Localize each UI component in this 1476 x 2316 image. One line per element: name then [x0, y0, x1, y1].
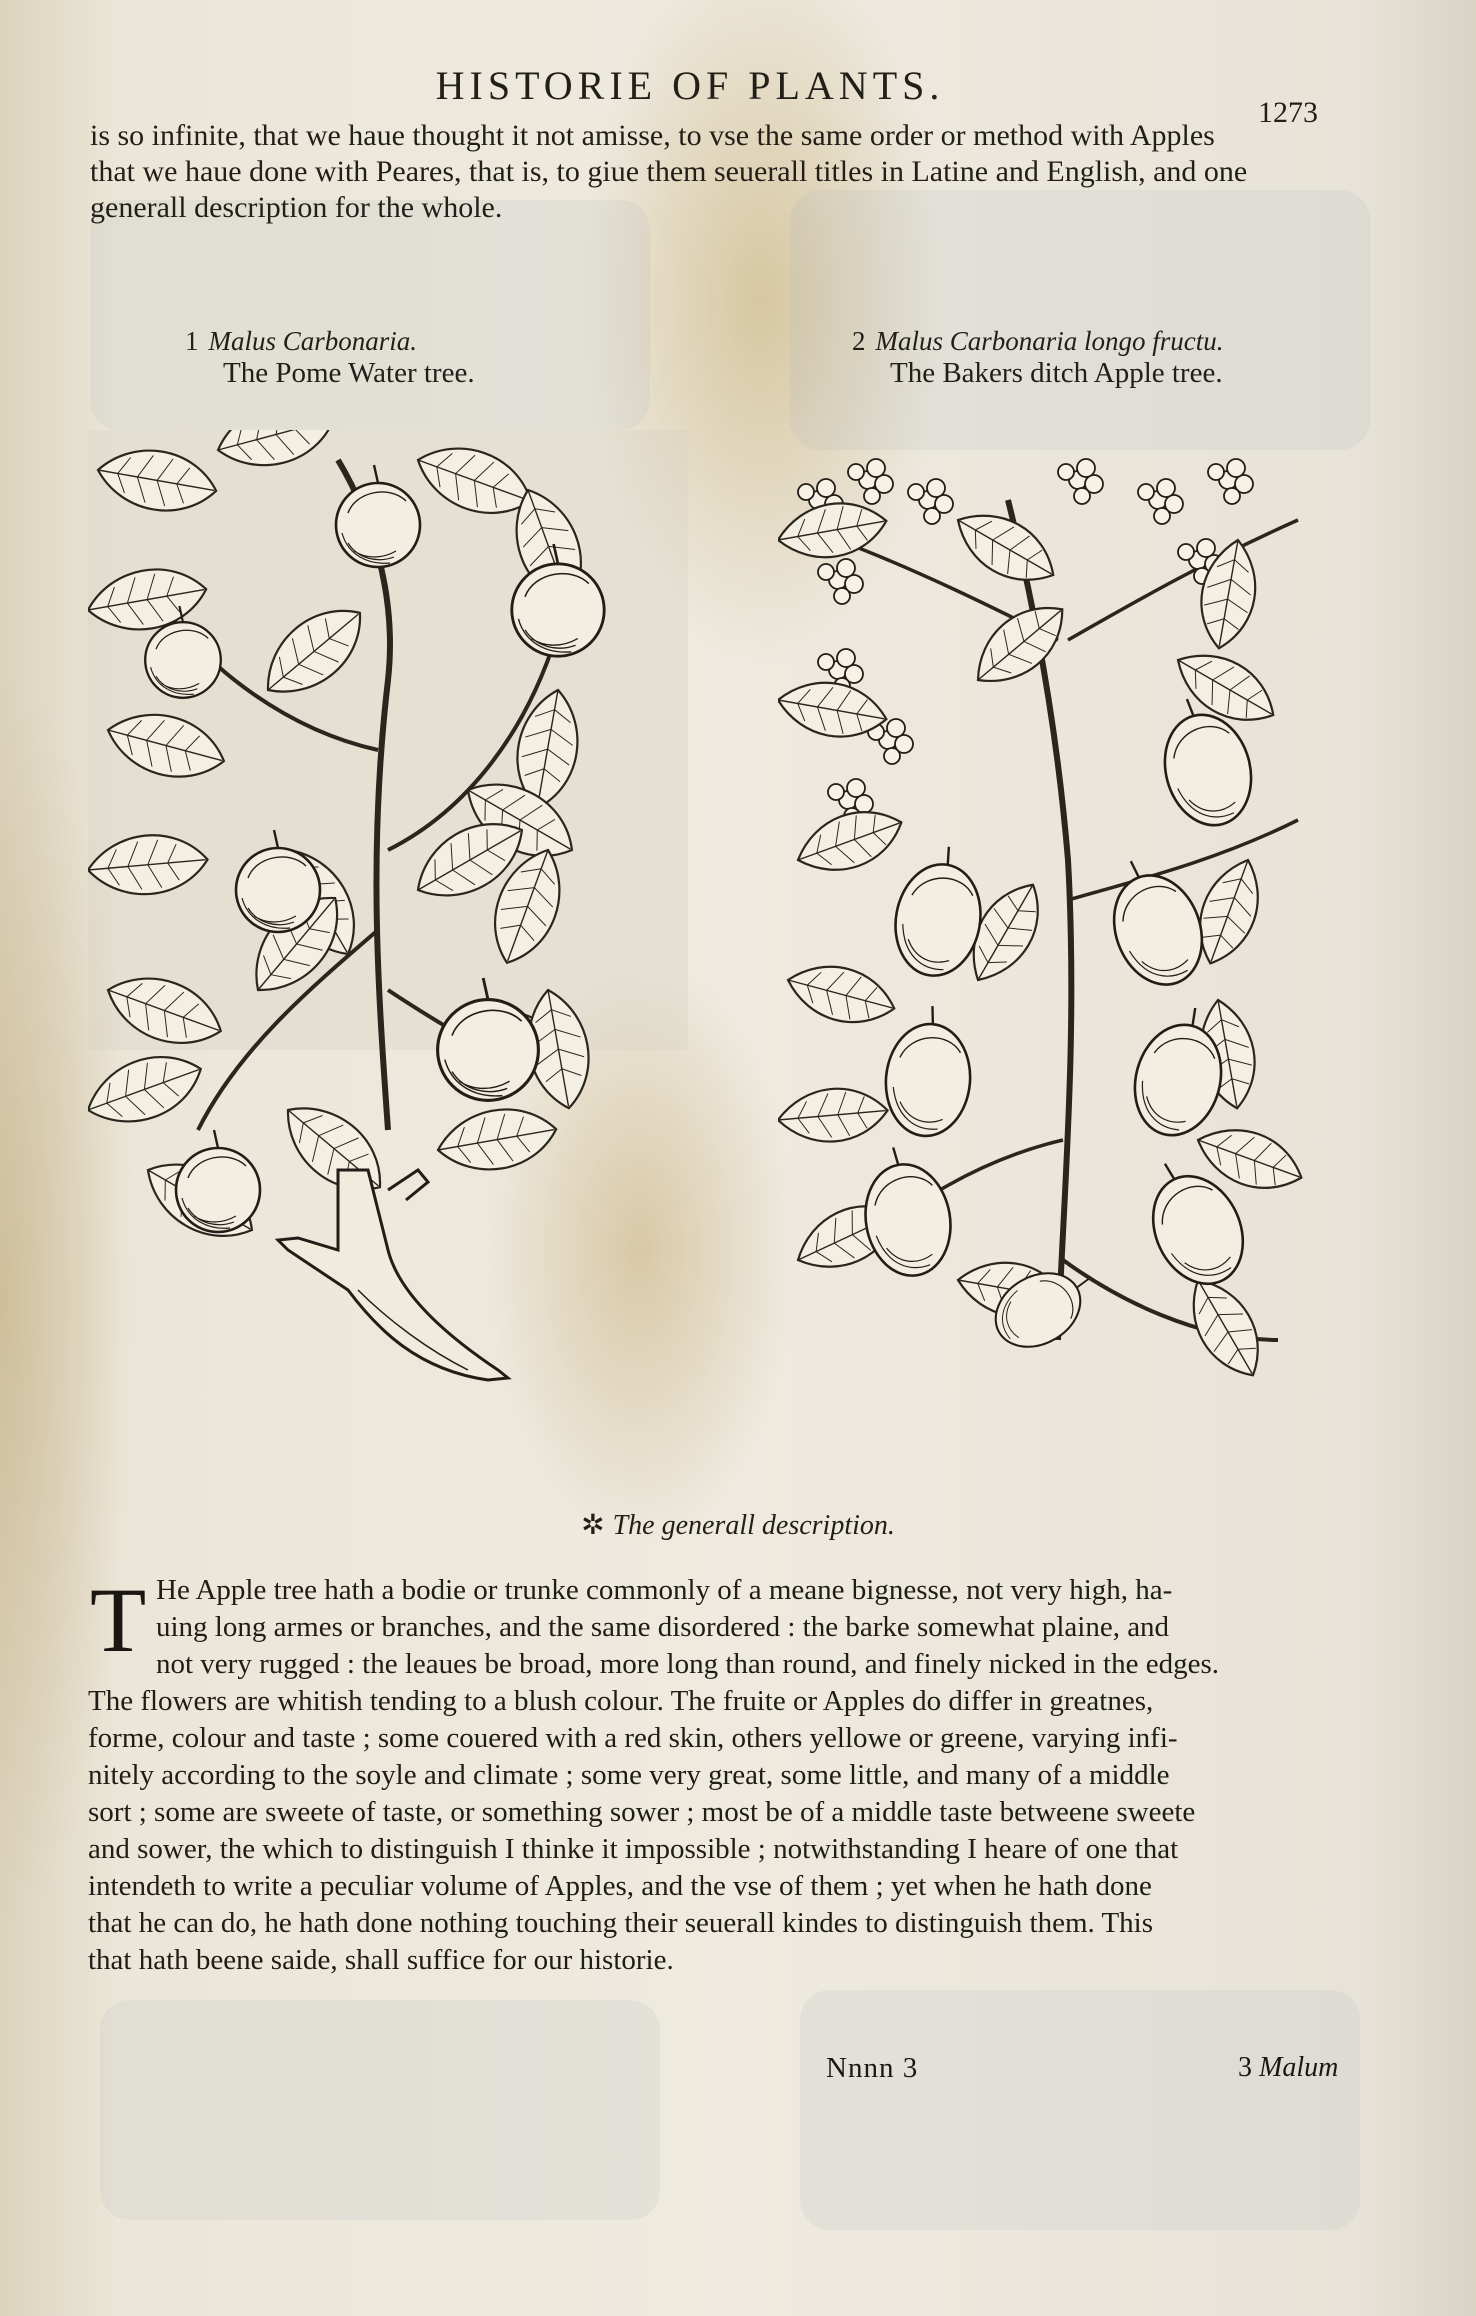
figure-number: 2 — [852, 326, 866, 356]
asterism-ornament: ✲ — [581, 1510, 605, 1541]
text-line: The flowers are whitish tending to a blush colour. The fruite or Apples do differ in greatnes, — [88, 1685, 1154, 1717]
text-line: uing long armes or branches, and the same disordered : the barke somewhat plaine, and — [156, 1611, 1170, 1643]
intro-paragraph — [90, 118, 1350, 226]
latin-name: Malus Carbonaria longo fructu. — [875, 326, 1224, 356]
text-line: sort ; some are sweete of taste, or something sower ; most be of a middle taste betweene sweete — [88, 1796, 1196, 1828]
intro-line: generall description for the whole. — [90, 191, 503, 224]
text-line: that hath beene saide, shall suffice for our historie. — [88, 1944, 674, 1976]
catch-word-text: Malum — [1259, 2052, 1339, 2083]
show-through-bottom-left — [100, 2000, 660, 2220]
show-through-bottom-right — [800, 1990, 1360, 2230]
page-header — [0, 62, 1476, 129]
drop-capital: T — [90, 1569, 147, 1671]
text-line: and sower, the which to distinguish I thinke it impossible ; notwithstanding I heare of one that — [88, 1833, 1179, 1865]
page-number: 1273 — [1258, 96, 1318, 129]
show-through-right — [790, 190, 1370, 450]
english-name: The Bakers ditch Apple tree. — [890, 357, 1223, 389]
catch-number: 3 — [1238, 2052, 1252, 2083]
figure-caption-2 — [852, 325, 1224, 389]
section-heading — [0, 1508, 1476, 1542]
intro-line: is so infinite, that we haue thought it not amisse, to vse the same order or method with Apples — [90, 119, 1215, 152]
figure-caption-1 — [185, 325, 475, 389]
text-line: not very rugged : the leaues be broad, more long than round, and finely nicked in the edges. — [156, 1648, 1220, 1680]
page-footer — [0, 2052, 1476, 2092]
section-heading-text: The generall description. — [612, 1510, 895, 1541]
text-line: intendeth to write a peculiar volume of Apples, and the vse of them ; yet when he hath done — [88, 1870, 1152, 1902]
latin-name: Malus Carbonaria. — [208, 326, 418, 356]
text-line: forme, colour and taste ; some couered with a red skin, others yellowe or greene, varying infi- — [88, 1722, 1178, 1754]
text-line: that he can do, he hath done nothing touching their seuerall kindes to distinguish them. This — [88, 1907, 1154, 1939]
running-title: HISTORIE OF PLANTS. — [435, 63, 945, 108]
intro-line: that we haue done with Peares, that is, to giue them seuerall titles in Latine and English, and one — [90, 155, 1248, 188]
signature-mark: Nnnn 3 — [826, 2052, 919, 2084]
figure-number: 1 — [185, 326, 199, 356]
english-name: The Pome Water tree. — [223, 357, 475, 389]
text-line: He Apple tree hath a bodie or trunke commonly of a meane bignesse, not very high, ha- — [156, 1574, 1173, 1606]
show-through-left — [90, 200, 650, 430]
text-line: nitely according to the soyle and climate ; some very great, some little, and many of a middle — [88, 1759, 1170, 1791]
bakers-ditch-apple-tree-woodcut — [778, 440, 1358, 1400]
pome-water-tree-woodcut — [88, 430, 688, 1390]
catchword — [1238, 2052, 1338, 2084]
description-paragraph — [88, 1569, 1378, 1979]
